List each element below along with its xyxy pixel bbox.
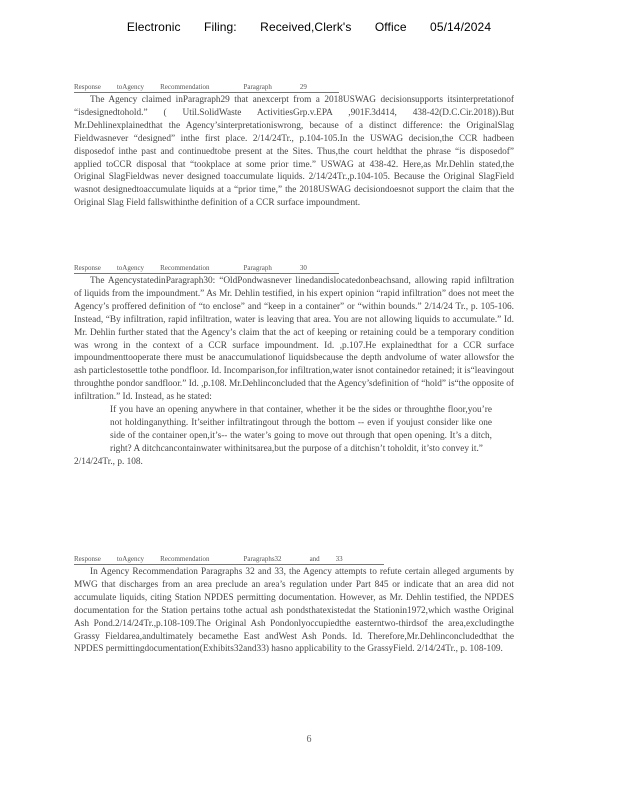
header-office: Office (374, 20, 407, 34)
header-date: 05/14/2024 (430, 20, 492, 34)
header-received-clerks: Received,Clerk's (260, 20, 352, 34)
body-paragraph: In Agency Recommendation Paragraphs 32 and 33, the Agency attempts to refute certain alleged arguments by MWG that discharges from an area preclude an area’s regulation under Part 845 or indicate that an area did not accumulate liquids, citing Station NPDES permitting documentation. However, as Mr. Dehlin testified, the NPDES documentation for the Station pertains tothe actual ash pondsthatexistedat the Stationin1972,which wasthe Original Ash Pond.2/14/24Tr.,p.108-109.The Original Ash Pondonlyoccupiedthe easterntwo-thirdsof the area,excludingthe Grassy Fieldarea,andultimately becamethe East andWest Ash Ponds. Id. Therefore,Mr.Dehlinconcludedthat the NPDES permittingdocumentation(Exhibits32and33) hasno applicability to the GrassyField. 2/14/24Tr., p. 108-109. (74, 567, 514, 655)
section-heading: Response toAgency Recommendation Paragraph 30 (74, 264, 339, 274)
section-paragraph-30 (74, 257, 514, 469)
quote-citation: 2/14/24Tr., p. 108. (74, 456, 143, 467)
block-quote: If you have an opening anywhere in that container, whether it be the sides or throughthe floor,you’re not holdinganything. It’seither infiltratingout through the bottom -- even if youjust consider like one side of the container open,it’s-- the water’s going to move out through that open opening. It’s a ditch, right? A ditchcancontainwater withinitsarea,but the purpose of a ditchisn’t toholdit, it’sto convey it.” (110, 405, 492, 454)
filing-header (0, 20, 618, 34)
section-paragraphs-32-33 (74, 548, 514, 656)
body-paragraph: The AgencystatedinParagraph30: “OldPondwasnever linedandislocatedonbeachsand, allowing rapid infiltration of liquids from the impoundment.” As Mr. Dehlin testified, in his expert opinion “rapid infiltration” does not meet the Agency’s proffered definition of “to enclose” and “keep in a container” or “within bounds.” 2/14/24 Tr., p. 105-106. Instead, “By infiltration, rapid infiltration, water is leaving that area. You are not allowing liquids to accumulate.” Id. Mr. Dehlin further stated that the Agency’s claim that the act of keeping or retaining could be a temporary condition was wrong in the context of a CCR surface impoundment. Id. ,p.107.He explainedthat for a CCR surface impoundmenttooperate there must be anaccumulationof liquidsbecause the depth andvolume of water allowsfor the ash particlestosettle tothe pondfloor. Id. Incomparison,for infiltration,water isnot containedor retained; it is“leavingout throughthe pondor sandfloor.” Id. ,p.108. Mr.Dehlinconcluded that the Agency’sdefinition of “hold” is“the opposite of infiltration.” Id. Instead, as he stated: (74, 276, 514, 403)
header-filing: Filing: (204, 20, 237, 34)
section-heading: Response toAgency Recommendation Paragraph 29 (74, 83, 339, 93)
body-paragraph: The Agency claimed inParagraph29 that anexcerpt from a 2018USWAG decisionsupports itsinterpretationof “isdesignedtohold.” ( Util.SolidWaste ActivitiesGrp.v.EPA ,901F.3d414, 438-42(D.C.Cir.2018)).But Mr.Dehlinexplainedthat the Agency’sinterpretationiswrong, because of a distinct difference: the OriginalSlag Fieldwasnever “designed” inthe first place. 2/14/24Tr., p.104-105.In the USWAG decision,the CCR hadbeen disposedof inthe past and continuedtobe present at the Sites. Thus,the court heldthat the phrase “is disposedof” applied toCCR disposal that “tookplace at some prior time.” USWAG at 438-42. Here,as Mr.Dehlin stated,the Original SlagFieldwas never designed toaccumulate liquids. 2/14/24Tr.,p.104-105. Because the Original SlagField wasnot designedtoaccumulate liquids at a “prior time,” the 2018USWAG decisiondoesnot support the claim that the Original Slag Field fallswithinthe definition of a CCR surface impoundment. (74, 95, 514, 209)
section-paragraph-29 (74, 76, 514, 210)
page-number: 6 (306, 734, 312, 745)
header-electronic: Electronic (126, 20, 181, 34)
section-heading: Response toAgency Recommendation Paragraphs32 and 33 (74, 555, 384, 565)
